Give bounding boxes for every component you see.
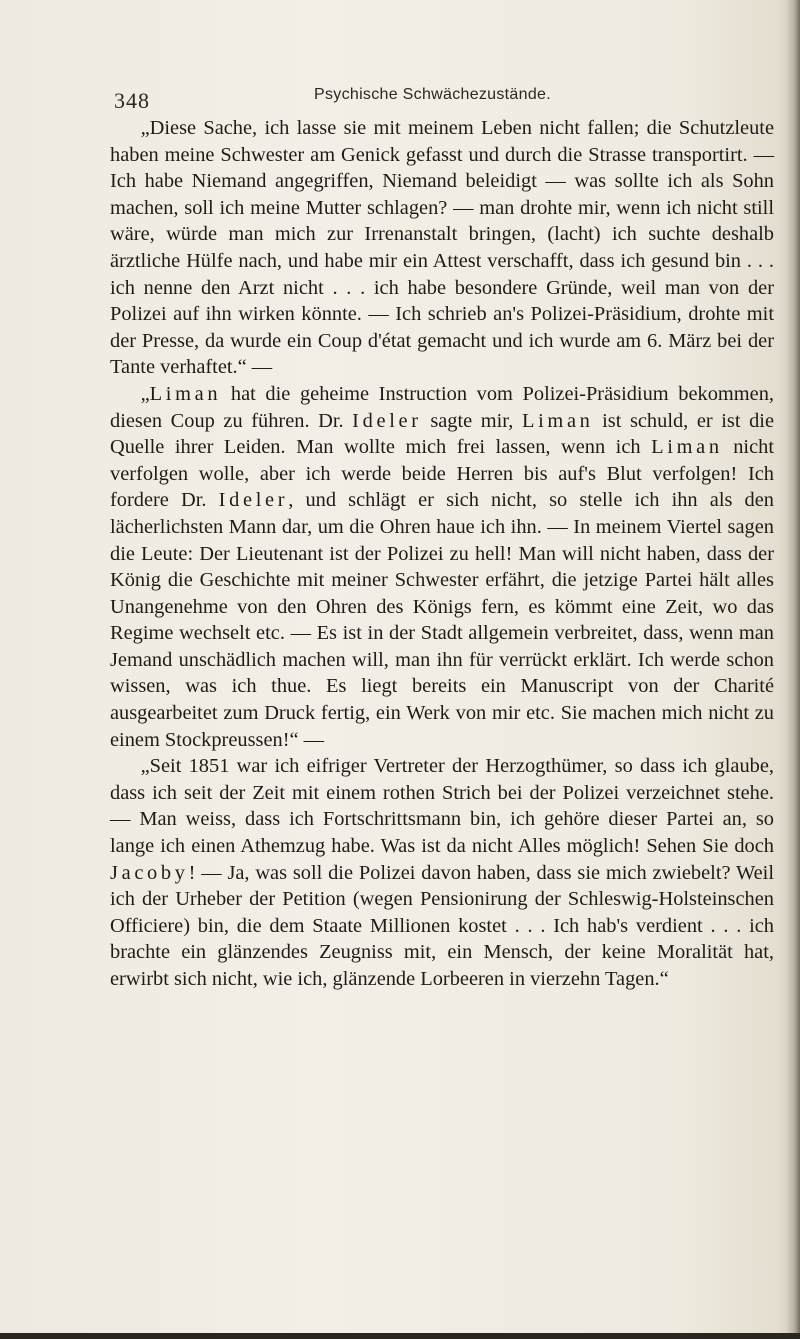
scan-bottom-edge: [0, 1333, 800, 1339]
paragraph: [110, 753, 774, 992]
text-run: , und schlägt er sich nicht, so stelle ich ihn als den lächerlichsten Mann dar, um die Ohren haue ich ihn. — In meinem Viertel sagen die Leute: Der Lieutenant ist der Polizei zu hell! Man will nicht haben, dass der König die Geschichte mit meiner Schwester erfährt, die jetzige Partei hält alles Unangenehme von den Ohren des Königs fern, es kömmt eine Zeit, wo das Regime wechselt etc. — Es ist in der Stadt allgemein verbreitet, dass, wenn man Jemand unschädlich machen will, man ihn für verrückt erklärt. Ich werde schon wissen, was ich thue. Es liegt bereits ein Manuscript von der Charité ausgearbeitet zum Druck fertig, ein Werk von mir etc. Sie machen mich nicht zu einem Stockpreussen!“ —: [110, 489, 774, 751]
text-run: hat die geheime Instruction vom Polizei-Präsidium bekommen, diesen Coup zu führen. Dr.: [110, 382, 774, 432]
text-run: „Seit 1851 war ich eifriger Vertreter der Herzogthümer, so dass ich glaube, dass ich seit der Zeit mit einem rothen Strich bei der Polizei verzeichnet stehe. — Man weiss, dass ich Fortschrittsmann bin, ich gehöre dieser Partei an, so lange ich einen Athemzug habe. Was ist da nicht Alles möglich! Sehen Sie doch: [110, 755, 774, 858]
spaced-name: Ideler: [218, 489, 289, 512]
text-run: ist schuld, er ist die Quelle ihrer Leiden. Man wollte mich frei lassen, wenn ich: [110, 409, 774, 459]
running-head: Psychische Schwächezustände.: [314, 86, 551, 103]
spaced-name: Liman: [651, 436, 723, 459]
paragraph: [110, 115, 774, 381]
page-edge-shadow: [786, 0, 800, 1339]
spaced-name: Ideler: [352, 409, 422, 432]
page-header: [114, 84, 784, 114]
spaced-name: Liman: [521, 409, 594, 432]
text-run: sagte mir,: [421, 409, 522, 432]
spaced-name: Jacoby: [110, 861, 189, 884]
text-run: nicht verfolgen wolle, aber ich werde beide Herren bis auf's Blut verfolgen! Ich fordere Dr.: [110, 436, 774, 512]
body-text: [110, 115, 774, 993]
text-run: ! — Ja, was soll die Polizei davon haben, dass sie mich zwiebelt? Weil ich der Urheber der Petition (wegen Pensionirung der Schleswig-Holsteinschen Officiere) bin, die dem Staate Millionen kostet . . . Ich hab's verdient . . . ich brachte ein glänzendes Zeugniss mit, ein Mensch, der keine Moralität hat, erwirbt sich nicht, wie ich, glänzende Lorbeeren in vierzehn Tagen.“: [110, 861, 774, 990]
spaced-name: Liman: [149, 382, 222, 405]
text-run: „Diese Sache, ich lasse sie mit meinem Leben nicht fallen; die Schutzleute haben meine Schwester am Genick gefasst und durch die Strasse transportirt. — Ich habe Niemand angegriffen, Niemand beleidigt — was sollte ich als Sohn machen, soll ich meine Mutter schlagen? — man drohte mir, wenn ich nicht still wäre, würde man mich zur Irrenanstalt bringen, (lacht) ich suchte deshalb ärztliche Hülfe nach, und habe mir ein Attest verschafft, dass ich gesund bin . . . ich nenne den Arzt nicht . . . ich habe besondere Gründe, weil man von der Polizei auf ihn wirken könnte. — Ich schrieb an's Polizei-Präsidium, drohte mit der Presse, da wurde ein Coup d'état gemacht und ich wurde am 6. März bei der Tante verhaftet.“ —: [110, 117, 774, 379]
text-run: „: [140, 382, 150, 405]
paragraph: [110, 381, 774, 753]
page-number: 348: [114, 88, 150, 113]
